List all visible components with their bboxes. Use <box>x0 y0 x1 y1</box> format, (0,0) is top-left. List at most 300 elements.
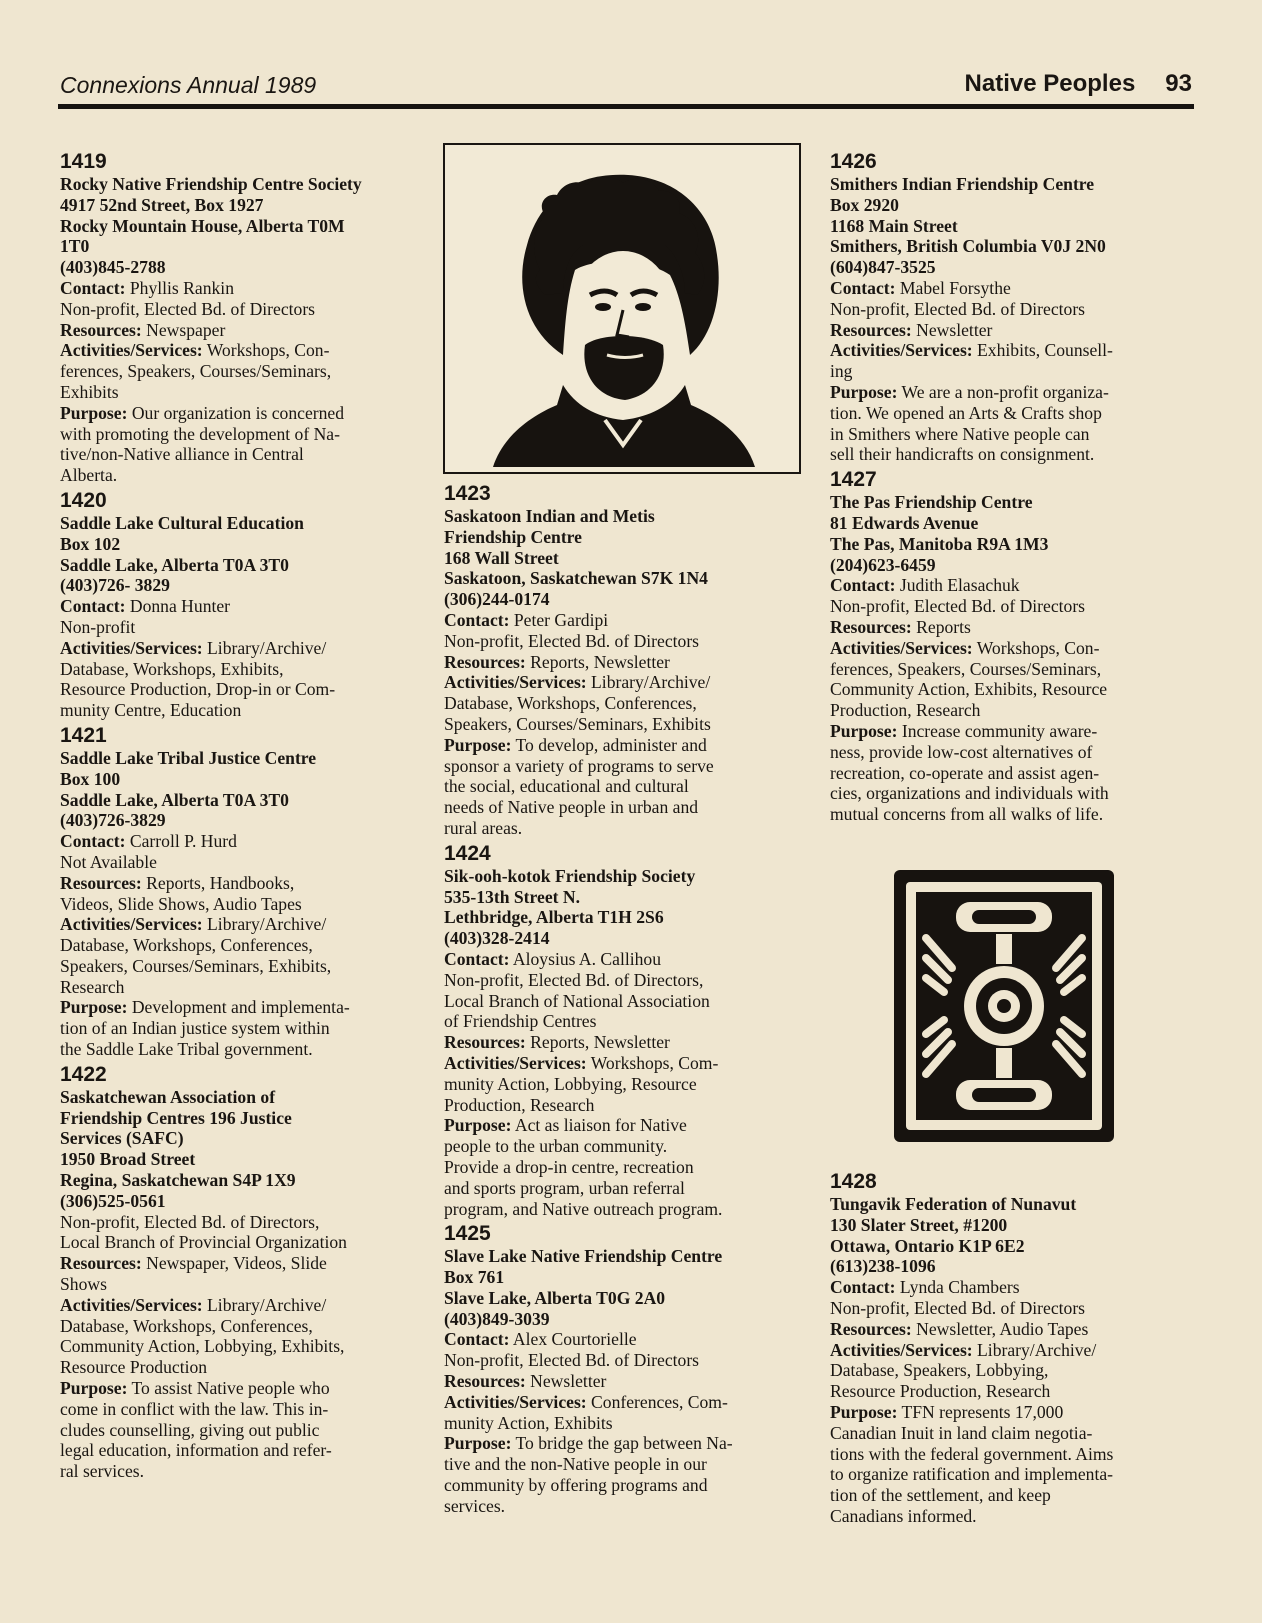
entry-name: Smithers Indian Friendship Centre <box>830 174 1095 194</box>
entry-purpose-text: ness, provide low-cost alternatives of <box>830 741 1093 762</box>
entry-purpose-text: the social, educational and cultural <box>444 776 689 797</box>
portrait-illustration <box>443 143 801 474</box>
entry-purpose-text: with promoting the development of Na- <box>60 423 340 444</box>
column-middle <box>444 480 806 1520</box>
entry-purpose-label: Purpose: <box>444 1115 512 1136</box>
entry-purpose-text: services. <box>444 1495 506 1516</box>
entry-activities-text: Community Action, Lobbying, Exhibits, <box>60 1336 345 1357</box>
entry-address: Rocky Mountain House, Alberta T0M <box>60 215 345 236</box>
contact-name: Lynda Chambers <box>895 1277 1020 1298</box>
entry-resources-line <box>444 1371 806 1392</box>
entry-activities-text: Library/Archive/ <box>202 637 327 658</box>
entry-activities-text: Workshops, Com- <box>586 1052 719 1073</box>
entry-address: 1168 Main Street <box>830 215 958 236</box>
entry-purpose-line <box>444 756 806 777</box>
contact-name: Peter Gardipi <box>509 609 609 630</box>
entry-number: 1427 <box>830 468 877 492</box>
entry-address: Saddle Lake, Alberta T0A 3T0 <box>60 554 289 575</box>
entry-purpose-line <box>60 1420 422 1441</box>
entry-address: Slave Lake, Alberta T0G 2A0 <box>444 1287 666 1308</box>
entry-org-type: Non-profit, Elected Bd. of Directors <box>444 630 700 651</box>
entry-activities-text: Library/Archive/ <box>202 914 327 935</box>
entry-org-type: Non-profit, Elected Bd. of Directors <box>444 1350 700 1371</box>
entry-activities-line <box>444 1095 806 1116</box>
entry-activities-line <box>60 914 422 935</box>
entry-purpose-text: Act as liaison for Native <box>511 1115 687 1136</box>
entry-activities-text: Resource Production <box>60 1357 208 1378</box>
emblem-icon <box>892 868 1116 1144</box>
entry-resources-line <box>830 617 1192 638</box>
entry-org-type: Non-profit <box>60 616 136 637</box>
contact-label: Contact: <box>444 609 510 630</box>
entry-purpose-line <box>830 804 1192 825</box>
entry-activities-text: Workshops, Con- <box>972 637 1100 658</box>
contact-name: Aloysius A. Callihou <box>509 948 662 969</box>
entry-purpose-line <box>830 1485 1192 1506</box>
entry-purpose-text: program, and Native outreach program. <box>444 1198 723 1219</box>
entry-purpose-text: recreation, co-operate and assist agen- <box>830 762 1100 783</box>
entry-purpose-text: To bridge the gap between Na- <box>511 1433 733 1454</box>
contact-label: Contact: <box>830 1277 896 1298</box>
entry-contact <box>60 278 422 299</box>
entry-address: (204)623-6459 <box>830 554 936 575</box>
entry-address: (306)525-0561 <box>60 1190 166 1211</box>
entry-activities-label: Activities/Services: <box>60 1294 203 1315</box>
column-right-lower <box>830 1168 1192 1530</box>
entry-activities-line <box>60 700 422 721</box>
entry-activities-line <box>444 1413 806 1434</box>
entry-address: 130 Slater Street, #1200 <box>830 1214 1008 1235</box>
entry-purpose-label: Purpose: <box>444 1433 512 1454</box>
entry-address: Saskatoon, Saskatchewan S7K 1N4 <box>444 568 708 589</box>
entry-org-type: Not Available <box>60 851 157 872</box>
entry-purpose-line <box>444 1115 806 1136</box>
entry-activities-text: munity Action, Lobbying, Resource <box>444 1073 697 1094</box>
entry-purpose-line <box>444 818 806 839</box>
entry-name: Services (SAFC) <box>60 1128 184 1149</box>
entry-purpose-label: Purpose: <box>60 402 128 423</box>
entry-resources-label: Resources: <box>830 616 912 637</box>
entry-purpose-text: Increase community aware- <box>897 720 1098 741</box>
entry-purpose-text: rural areas. <box>444 817 523 838</box>
entry-purpose-line <box>444 776 806 797</box>
entry-activities-line <box>830 659 1192 680</box>
entry-activities-line <box>830 638 1192 659</box>
entry-purpose-line <box>444 1496 806 1517</box>
entry-activities-line <box>830 1360 1192 1381</box>
entry-resources-text: Newspaper, Videos, Slide <box>141 1253 327 1274</box>
entry-purpose-line <box>60 1378 422 1399</box>
entry-purpose-line <box>830 1444 1192 1465</box>
entry-purpose-text: TFN represents 17,000 <box>897 1401 1064 1422</box>
entry-activities-label: Activities/Services: <box>60 637 203 658</box>
entry-purpose-text: Development and implementa- <box>127 997 350 1018</box>
contact-label: Contact: <box>830 277 896 298</box>
entry-purpose-text: ral services. <box>60 1461 145 1482</box>
entry-address: (403)845-2788 <box>60 257 166 278</box>
entry-name: Saddle Lake Cultural Education <box>60 512 304 533</box>
entry-address: (306)244-0174 <box>444 589 550 610</box>
entry-purpose-text: the Saddle Lake Tribal government. <box>60 1039 313 1060</box>
entry-purpose-line <box>830 763 1192 784</box>
entry-address: 1950 Broad Street <box>60 1149 196 1170</box>
entry-purpose-text: Canadians informed. <box>830 1505 977 1526</box>
entry-name: Rocky Native Friendship Centre Society <box>60 174 362 194</box>
entry-purpose-label: Purpose: <box>60 1378 128 1399</box>
entry-resources-line <box>444 652 806 673</box>
entry-resources-text: Newsletter, Audio Tapes <box>911 1318 1089 1339</box>
entry-resources-label: Resources: <box>60 872 142 893</box>
column-left <box>60 148 422 1485</box>
entry-purpose-line <box>60 444 422 465</box>
entry-activities-text: Database, Workshops, Exhibits, <box>60 658 284 679</box>
entry-activities-line <box>444 1053 806 1074</box>
entry-purpose-text: tion of an Indian justice system within <box>60 1018 330 1039</box>
entry-address: 168 Wall Street <box>444 547 559 568</box>
entry-purpose-line <box>444 1157 806 1178</box>
entry-org-type: Local Branch of Provincial Organization <box>60 1232 347 1253</box>
entry-purpose-text: To assist Native people who <box>127 1378 330 1399</box>
entry-activities-text: Production, Research <box>444 1094 595 1115</box>
entry-address: Ottawa, Ontario K1P 6E2 <box>830 1235 1025 1256</box>
entry-number: 1421 <box>60 723 107 747</box>
entry-purpose-text: Provide a drop-in centre, recreation <box>444 1156 694 1177</box>
contact-label: Contact: <box>60 596 126 617</box>
entry-address: (403)328-2414 <box>444 928 550 949</box>
entry-activities-text: Exhibits <box>60 381 119 402</box>
entry-purpose-text: sell their handicrafts on consignment. <box>830 444 1095 465</box>
entry-purpose-line <box>60 424 422 445</box>
entry-resources-label: Resources: <box>60 319 142 340</box>
entry-activities-line <box>60 1357 422 1378</box>
entry-name: Tungavik Federation of Nunavut <box>830 1194 1077 1214</box>
contact-label: Contact: <box>60 831 126 852</box>
entry-purpose-label: Purpose: <box>830 1401 898 1422</box>
entry-contact <box>830 278 1192 299</box>
entry-purpose-line <box>444 1178 806 1199</box>
entry-address: 4917 52nd Street, Box 1927 <box>60 194 264 215</box>
entry-address: Box 761 <box>444 1267 505 1288</box>
entry-activities-text: ferences, Speakers, Courses/Seminars, <box>60 361 332 382</box>
entry-purpose-text: tions with the federal government. Aims <box>830 1443 1114 1464</box>
entry-activities-text: munity Action, Exhibits <box>444 1412 613 1433</box>
entry-activities-text: Database, Workshops, Conferences, <box>60 1315 313 1336</box>
entry-resources-label: Resources: <box>830 319 912 340</box>
entry-purpose-text: needs of Native people in urban and <box>444 797 699 818</box>
entry-activities-line <box>60 659 422 680</box>
entry-address: 1T0 <box>60 236 90 257</box>
entry-address: The Pas, Manitoba R9A 1M3 <box>830 533 1049 554</box>
directory-entry <box>60 489 422 721</box>
contact-name: Carroll P. Hurd <box>125 831 237 852</box>
entry-purpose-line <box>60 1399 422 1420</box>
entry-resources-line <box>830 320 1192 341</box>
entry-purpose-text: tive/non-Native alliance in Central <box>60 444 304 465</box>
entry-contact <box>60 831 422 852</box>
entry-resources-line <box>60 1274 422 1295</box>
entry-purpose-line <box>60 465 422 486</box>
entry-address: Saddle Lake, Alberta T0A 3T0 <box>60 789 289 810</box>
directory-entry <box>444 482 806 839</box>
entry-name: Saskatoon Indian and Metis <box>444 506 655 526</box>
entry-purpose-line <box>830 783 1192 804</box>
entry-activities-label: Activities/Services: <box>830 1339 973 1360</box>
entry-activities-text: Database, Workshops, Conferences, <box>60 935 313 956</box>
entry-contact <box>830 575 1192 596</box>
entry-purpose-line <box>830 721 1192 742</box>
entry-resources-text: Newsletter <box>525 1371 607 1392</box>
entry-purpose-text: sponsor a variety of programs to serve <box>444 755 714 776</box>
entry-purpose-text: cies, organizations and individuals with <box>830 783 1109 804</box>
contact-label: Contact: <box>444 948 510 969</box>
entry-org-type: of Friendship Centres <box>444 1011 597 1032</box>
entry-activities-line <box>444 693 806 714</box>
entry-address: 81 Edwards Avenue <box>830 512 979 533</box>
directory-entry <box>60 150 422 486</box>
entry-purpose-text: tion. We opened an Arts & Crafts shop <box>830 402 1102 423</box>
entry-activities-line <box>830 679 1192 700</box>
entry-resources-text: Reports, Newsletter <box>525 1032 670 1053</box>
contact-name: Phyllis Rankin <box>125 277 234 298</box>
entry-activities-text: Production, Research <box>830 700 981 721</box>
entry-activities-line <box>830 1381 1192 1402</box>
entry-name: Slave Lake Native Friendship Centre <box>444 1246 723 1267</box>
entry-activities-text: Database, Speakers, Lobbying, <box>830 1360 1049 1381</box>
entry-purpose-line <box>830 742 1192 763</box>
entry-purpose-text: come in conflict with the law. This in- <box>60 1398 329 1419</box>
portrait-icon <box>445 145 799 472</box>
entry-purpose-text: tion of the settlement, and keep <box>830 1485 1051 1506</box>
section-heading <box>965 70 1192 98</box>
contact-name: Judith Elasachuk <box>895 575 1020 596</box>
entry-resources-line <box>830 1319 1192 1340</box>
publication-title: Connexions Annual 1989 <box>60 72 317 98</box>
entry-purpose-text: legal education, information and refer- <box>60 1440 332 1461</box>
entry-number: 1420 <box>60 488 107 512</box>
entry-purpose-text: We are a non-profit organiza- <box>897 381 1109 402</box>
entry-resources-line <box>60 1253 422 1274</box>
entry-name: The Pas Friendship Centre <box>830 492 1033 513</box>
entry-activities-line <box>60 340 422 361</box>
entry-resources-text: Reports, Newsletter <box>525 651 670 672</box>
entry-purpose-text: Canadian Inuit in land claim negotia- <box>830 1422 1093 1443</box>
entry-activities-line <box>444 1074 806 1095</box>
contact-label: Contact: <box>444 1329 510 1350</box>
entry-activities-text: Speakers, Courses/Seminars, Exhibits <box>444 713 711 734</box>
entry-resources-line <box>60 873 422 894</box>
entry-purpose-text: to organize ratification and implementa- <box>830 1464 1114 1485</box>
entry-address: Box 100 <box>60 768 121 789</box>
entry-activities-line <box>60 1316 422 1337</box>
entry-name: Sik-ooh-kotok Friendship Society <box>444 865 696 886</box>
entry-activities-label: Activities/Services: <box>444 1052 587 1073</box>
entry-purpose-text: Alberta. <box>60 465 118 486</box>
entry-activities-line <box>60 1295 422 1316</box>
entry-org-type: Non-profit, Elected Bd. of Directors <box>830 596 1086 617</box>
entry-purpose-line <box>444 1475 806 1496</box>
contact-name: Donna Hunter <box>125 596 231 617</box>
entry-org-type: Non-profit, Elected Bd. of Directors, <box>444 969 704 990</box>
directory-entry <box>60 1063 422 1482</box>
entry-address: (604)847-3525 <box>830 257 936 278</box>
entry-resources-line <box>444 1032 806 1053</box>
entry-purpose-line <box>444 1454 806 1475</box>
entry-resources-label: Resources: <box>444 651 526 672</box>
contact-name: Mabel Forsythe <box>895 277 1011 298</box>
entry-activities-text: Community Action, Exhibits, Resource <box>830 679 1108 700</box>
entry-purpose-line <box>444 1136 806 1157</box>
entry-activities-text: Library/Archive/ <box>586 672 711 693</box>
entry-name: Saddle Lake Tribal Justice Centre <box>60 747 317 768</box>
entry-resources-text: Shows <box>60 1274 107 1295</box>
entry-purpose-label: Purpose: <box>830 720 898 741</box>
entry-purpose-line <box>830 1506 1192 1527</box>
contact-label: Contact: <box>60 277 126 298</box>
entry-purpose-text: tive and the non-Native people in our <box>444 1454 707 1475</box>
entry-activities-label: Activities/Services: <box>444 672 587 693</box>
entry-activities-line <box>60 679 422 700</box>
entry-activities-line <box>444 1392 806 1413</box>
entry-purpose-line <box>444 797 806 818</box>
entry-purpose-line <box>444 735 806 756</box>
entry-activities-line <box>60 977 422 998</box>
entry-resources-text: Reports, Handbooks, <box>141 872 295 893</box>
entry-resources-label: Resources: <box>830 1318 912 1339</box>
header-rule <box>58 104 1194 109</box>
entry-number: 1423 <box>444 482 491 505</box>
entry-purpose-line <box>830 444 1192 465</box>
entry-activities-text: Speakers, Courses/Seminars, Exhibits, <box>60 955 332 976</box>
entry-address: Lethbridge, Alberta T1H 2S6 <box>444 907 664 928</box>
entry-activities-text: munity Centre, Education <box>60 700 242 721</box>
entry-activities-line <box>60 638 422 659</box>
entry-activities-text: Conferences, Com- <box>586 1391 728 1412</box>
entry-resources-label: Resources: <box>444 1371 526 1392</box>
entry-activities-label: Activities/Services: <box>444 1391 587 1412</box>
entry-activities-text: Workshops, Con- <box>202 340 330 361</box>
entry-address: Box 102 <box>60 533 121 554</box>
entry-resources-line <box>60 320 422 341</box>
page-header <box>58 68 1194 104</box>
entry-contact <box>60 596 422 617</box>
entry-activities-line <box>830 361 1192 382</box>
entry-number: 1422 <box>60 1062 107 1086</box>
entry-activities-text: ing <box>830 361 853 382</box>
entry-purpose-text: community by offering programs and <box>444 1475 708 1496</box>
entry-org-type: Local Branch of National Association <box>444 990 710 1011</box>
entry-number: 1425 <box>444 1222 491 1246</box>
entry-activities-line <box>830 700 1192 721</box>
entry-resources-text: Newspaper <box>141 319 226 340</box>
entry-activities-text: Library/Archive/ <box>972 1339 1097 1360</box>
entry-org-type: Non-profit, Elected Bd. of Directors <box>830 1297 1086 1318</box>
entry-address: Box 2920 <box>830 194 899 215</box>
entry-purpose-label: Purpose: <box>60 997 128 1018</box>
entry-activities-text: Resource Production, Research <box>830 1381 1051 1402</box>
entry-activities-label: Activities/Services: <box>60 340 203 361</box>
entry-address: (403)849-3039 <box>444 1308 550 1329</box>
entry-org-type: Non-profit, Elected Bd. of Directors, <box>60 1211 320 1232</box>
contact-name: Alex Courtorielle <box>509 1329 637 1350</box>
entry-purpose-text: Our organization is concerned <box>127 402 345 423</box>
directory-entry <box>60 724 422 1060</box>
entry-activities-text: ferences, Speakers, Courses/Seminars, <box>830 658 1102 679</box>
entry-resources-label: Resources: <box>60 1253 142 1274</box>
entry-purpose-line <box>830 1402 1192 1423</box>
entry-purpose-line <box>60 1039 422 1060</box>
entry-number: 1419 <box>60 150 107 173</box>
entry-purpose-line <box>444 1199 806 1220</box>
entry-name: Friendship Centre <box>444 526 582 547</box>
entry-address: (403)726-3829 <box>60 810 166 831</box>
entry-resources-text: Reports <box>911 616 971 637</box>
native-design-emblem <box>892 868 1116 1144</box>
entry-address: 535-13th Street N. <box>444 886 580 907</box>
entry-activities-label: Activities/Services: <box>60 914 203 935</box>
entry-resources-line <box>60 894 422 915</box>
entry-contact <box>830 1277 1192 1298</box>
entry-number: 1426 <box>830 150 877 173</box>
entry-activities-text: Resource Production, Drop-in or Com- <box>60 679 336 700</box>
entry-name: Friendship Centres 196 Justice <box>60 1107 292 1128</box>
entry-address: (403)726- 3829 <box>60 575 170 596</box>
entry-purpose-line <box>60 1440 422 1461</box>
entry-activities-text: Research <box>60 976 125 997</box>
entry-activities-line <box>830 1340 1192 1361</box>
entry-org-type: Non-profit, Elected Bd. of Directors <box>60 298 316 319</box>
entry-activities-line <box>60 1336 422 1357</box>
entry-contact <box>444 949 806 970</box>
entry-purpose-line <box>60 997 422 1018</box>
entry-number: 1424 <box>444 841 491 865</box>
entry-purpose-line <box>830 1464 1192 1485</box>
page-number: 93 <box>1165 70 1192 97</box>
entry-purpose-line <box>830 382 1192 403</box>
entry-activities-line <box>60 935 422 956</box>
entry-address: Smithers, British Columbia V0J 2N0 <box>830 236 1106 257</box>
entry-activities-label: Activities/Services: <box>830 340 973 361</box>
entry-resources-text: Videos, Slide Shows, Audio Tapes <box>60 893 302 914</box>
entry-purpose-text: To develop, administer and <box>511 734 707 755</box>
entry-purpose-text: mutual concerns from all walks of life. <box>830 804 1104 825</box>
entry-activities-line <box>444 672 806 693</box>
entry-contact <box>444 1329 806 1350</box>
entry-purpose-text: in Smithers where Native people can <box>830 423 1090 444</box>
entry-purpose-line <box>444 1433 806 1454</box>
directory-entry <box>830 150 1192 465</box>
entry-activities-text: Exhibits, Counsell- <box>972 340 1113 361</box>
entry-name: Saskatchewan Association of <box>60 1086 276 1107</box>
directory-entry <box>444 842 806 1220</box>
entry-purpose-text: and sports program, urban referral <box>444 1177 685 1198</box>
entry-activities-text: Library/Archive/ <box>202 1294 327 1315</box>
section-title: Native Peoples <box>964 70 1136 97</box>
entry-address: (613)238-1096 <box>830 1256 936 1277</box>
entry-activities-label: Activities/Services: <box>830 637 973 658</box>
entry-address: Regina, Saskatchewan S4P 1X9 <box>60 1170 296 1191</box>
entry-purpose-line <box>60 1018 422 1039</box>
directory-entry <box>830 468 1192 825</box>
entry-activities-line <box>60 361 422 382</box>
entry-purpose-line <box>60 403 422 424</box>
entry-purpose-line <box>830 403 1192 424</box>
column-right <box>830 148 1192 828</box>
entry-activities-line <box>60 382 422 403</box>
directory-entry <box>830 1170 1192 1527</box>
entry-number: 1428 <box>830 1170 877 1193</box>
entry-contact <box>444 610 806 631</box>
entry-org-type: Non-profit, Elected Bd. of Directors <box>830 298 1086 319</box>
